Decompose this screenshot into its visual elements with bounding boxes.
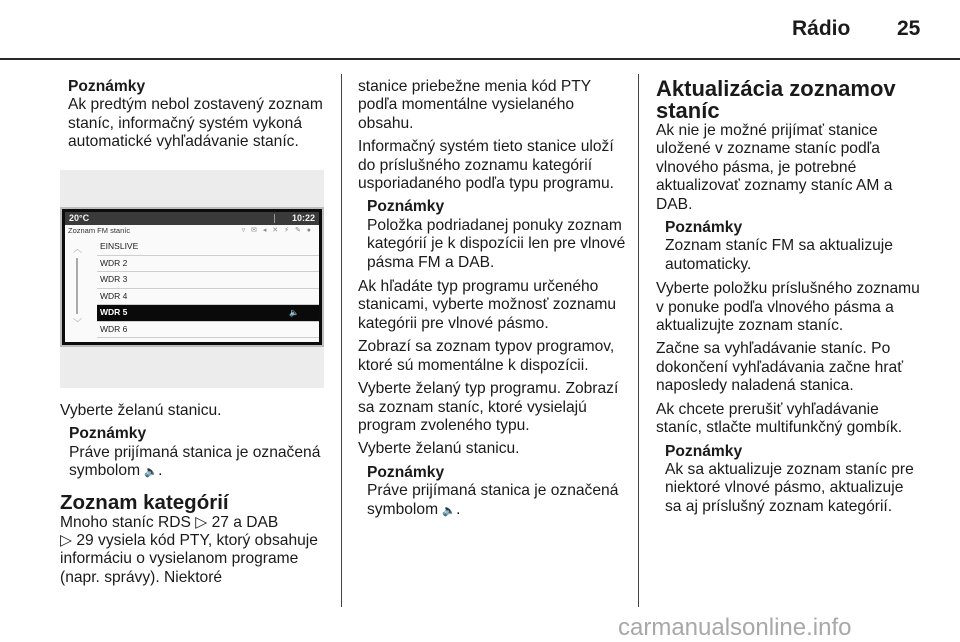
column-1-lower bbox=[60, 402, 330, 587]
reference-arrow-icon: ▷ bbox=[60, 532, 72, 550]
station-row[interactable] bbox=[97, 322, 319, 339]
note-heading: Poznámky bbox=[68, 78, 146, 95]
note-text: Práve prijímaná stanica je označená symbolom bbox=[367, 482, 619, 518]
note-text: Zoznam staníc FM sa aktualizuje automaticky. bbox=[665, 237, 893, 273]
page-reference[interactable]: 29 bbox=[76, 532, 94, 550]
paragraph: stanice priebežne menia kód PTY podľa momentálne vysielaného obsahu. bbox=[358, 78, 591, 132]
watermark-url: carmanualsonline.info bbox=[618, 614, 852, 641]
station-row[interactable] bbox=[97, 272, 319, 289]
column-divider-2 bbox=[638, 74, 639, 607]
station-row[interactable] bbox=[97, 305, 319, 322]
header-divider bbox=[0, 58, 960, 60]
column-1 bbox=[68, 78, 330, 158]
paragraph: Zobrazí sa zoznam typov programov, ktoré sú momentálne k dispozícii. bbox=[358, 338, 615, 374]
station-name: WDR 6 bbox=[100, 323, 128, 334]
chevron-down-icon[interactable]: ﹀ bbox=[73, 318, 83, 328]
station-row[interactable] bbox=[97, 239, 319, 256]
note-block bbox=[358, 198, 626, 272]
page-reference[interactable]: 27 bbox=[211, 513, 229, 531]
page-number: 25 bbox=[897, 17, 921, 40]
station-name: WDR 4 bbox=[100, 290, 128, 301]
paragraph: Informačný systém tieto stanice uloží do príslušného zoznamu kategórií usporiadaného podľa typu programu. bbox=[358, 138, 614, 193]
clock: 10:22 bbox=[291, 213, 315, 223]
station-name: WDR 2 bbox=[100, 257, 128, 268]
note-block bbox=[68, 78, 330, 152]
screen-body bbox=[65, 225, 319, 342]
scrollbar[interactable] bbox=[76, 258, 78, 314]
note-text: Ak sa aktualizuje zoznam staníc pre niektoré vlnové pásmo, aktualizuje sa aj príslušný zoznam kategórií. bbox=[665, 460, 914, 515]
section-heading: Zoznam kategórií bbox=[60, 490, 229, 514]
status-icons: ▿ ✉ ◂ ✕ ⚡ ✎ ● bbox=[241, 227, 313, 234]
radio-screen-figure bbox=[60, 170, 324, 388]
note-text: Ak predtým nebol zostavený zoznam staníc, informačný systém vykoná automatické vyhľadávanie staníc. bbox=[68, 96, 323, 151]
note-text: Práve prijímaná stanica je označená symbolom bbox=[69, 443, 321, 480]
section-title: Rádio bbox=[792, 17, 851, 40]
note-block bbox=[60, 425, 330, 481]
note-text-line: Práve prijímaná stanica je označená symbolom 🔈. bbox=[69, 444, 330, 482]
paragraph: Ak hľadáte typ programu určeného stanicami, vyberte možnosť zoznamu kategórii pre vlnové pásmo. bbox=[358, 278, 617, 332]
speaker-icon: 🔈 bbox=[289, 308, 299, 317]
station-name: WDR 3 bbox=[100, 274, 128, 284]
note-block bbox=[358, 464, 626, 520]
station-name: WDR 5 bbox=[100, 307, 128, 317]
chevron-up-icon[interactable]: ︿ bbox=[73, 244, 83, 254]
note-block bbox=[656, 443, 924, 517]
paragraph: Vyberte želaný typ programu. Zobrazí sa zoznam staníc, ktoré vysielajú program zvoleného typu. bbox=[358, 380, 619, 434]
note-block bbox=[656, 219, 924, 274]
note-heading: Poznámky bbox=[665, 442, 743, 460]
temperature: 20°C bbox=[69, 213, 90, 223]
note-heading: Poznámky bbox=[69, 425, 147, 443]
paragraph: Vyberte položku príslušného zoznamu v ponuke podľa vlnového pásma a aktualizujte zoznam staníc. bbox=[656, 280, 920, 335]
status-bar bbox=[65, 212, 319, 225]
station-row[interactable] bbox=[97, 256, 319, 273]
instruction-text: Vyberte želanú stanicu. bbox=[60, 402, 222, 419]
paragraph: Ak chcete prerušiť vyhľadávanie staníc, stlačte multifunkčný gombík. bbox=[656, 400, 903, 437]
display-screen bbox=[60, 207, 324, 347]
station-name: EINSLIVE bbox=[100, 241, 139, 251]
note-text-line: Práve prijímaná stanica je označená symbolom 🔈. bbox=[367, 482, 626, 520]
list-title: Zoznam FM staníc bbox=[68, 226, 131, 235]
station-row[interactable] bbox=[97, 289, 319, 306]
column-divider-1 bbox=[341, 74, 342, 607]
body-paragraph: Mnoho staníc RDS ▷ 27 a DAB ▷ 29 vysiela kód PTY, ktorý obsahuje informáciu o vysielanom programe (napr. správy). Niektoré bbox=[60, 513, 318, 586]
note-text: Položka podriadanej ponuky zoznam kategórií je k dispozícii len pre vlnové pásma FM a DAB. bbox=[367, 216, 626, 271]
paragraph: Začne sa vyhľadávanie staníc. Po dokončení vyhľadávania začne hrať naposledy naladená stanica. bbox=[656, 340, 904, 395]
column-3 bbox=[656, 78, 924, 522]
paragraph: Ak nie je možné prijímať stanice uložené v zozname staníc podľa vlnového pásma, je potrebné aktualizovať zoznamy staníc AM a DAB. bbox=[656, 122, 893, 213]
note-heading: Poznámky bbox=[367, 198, 445, 216]
section-heading: Aktualizácia zoznamov staníc bbox=[656, 76, 896, 123]
note-heading: Poznámky bbox=[665, 219, 743, 237]
note-heading: Poznámky bbox=[367, 463, 445, 481]
paragraph: Vyberte želanú stanicu. bbox=[358, 440, 520, 458]
speaker-icon: 🔈 bbox=[442, 504, 457, 517]
status-separator bbox=[274, 214, 275, 223]
scroll-rail[interactable] bbox=[71, 242, 85, 330]
reference-arrow-icon: ▷ bbox=[195, 513, 208, 531]
station-list bbox=[97, 239, 319, 338]
speaker-icon: 🔈 bbox=[144, 466, 159, 479]
column-2 bbox=[358, 78, 626, 526]
